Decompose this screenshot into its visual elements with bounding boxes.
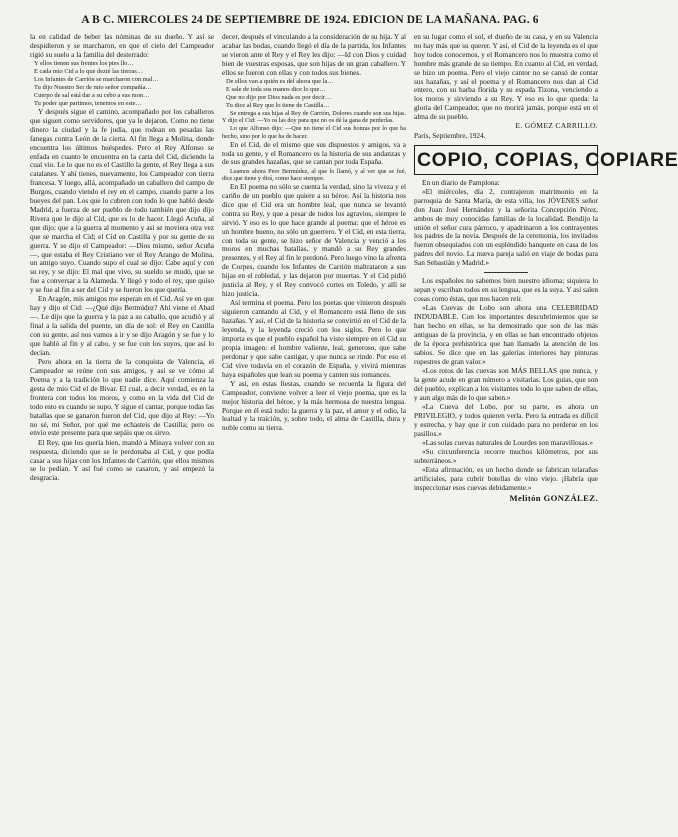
verse-line: Y ellos tienen sus frentes los pies llo… [34, 60, 134, 68]
paragraph: «Su circunferencia recorre muchos kilómetros, por sus subterráneos.» [414, 447, 598, 466]
paragraph: Y después sigue el camino, acompañado por los caballeros que siguen como servidores, que ya le dejaron. Como no tiene dinero la ciudad y la fe judía, que rodean en pesadas las fanegas contra León de la cierta. Al fin llega a Molina, donde encuentra los últimos huéspedes. Pero el Rey Alfonso se enfada en cuanto le encuentra en la carta del Cid, diciendo la cual vio. Le lo que no es el Castillo la gente, el Rey llega a sus catalanes. Y ahí tienes, nuevamente, los Campeador con tierra francesa. Y luego, allá, acompañado un caballero del campo de Burgos, cuando viendo el rey en el campo, cuando parte a los bueyes del pan. Los que lo cubren con todo lo que habló desde Madrid, a fuerza de ser pueblo de todo también que dijo dijo Rivera que le dijo al Cid, que es lo de hacer. Llegó Acuña, al que dijo: que a la guerra al momento y así se moviera otra vez que se marcha el Cid; el Cid en Castilla y por su gente de su guerra. Y se dijo el Campeador: —Dios mismo, señor Acuña—, que estaba el Rey Cristiano ver el Rey Arango de Molina, un amigo suyo. Cuando supo el cual se dijo: Cabe aquí y con su rey, y se dijo: El mal que vivo, su sueldo se mudó, que se fue a conversar a la Alameda. Y llegó y todo el rey, que quiso y se fue al fin a ser del Cid y se fueron los que quería. [30, 107, 214, 295]
paragraph: Lo que Alfonso dijo: —Que no tiene el Cid sus honras por lo que ha hecho, sino por lo que ha de hacer. [222, 125, 406, 140]
paragraph: Y así, en estas fiestas, cuando se recuerda la figura del Campeador, conviene volver a leer el viejo poema, que es la mejor historia del héroe, y la más hermosa de nuestra lengua. Porque en él está todo: la guerra y la paz, el amor y el odio, la lealtad y la traición, y, sobre todo, el alma de Castilla, dura y noble como su tierra. [222, 378, 406, 433]
column-1 [30, 33, 214, 829]
paragraph: En El poema no sólo se cuenta la verdad, sino la viveza y el cariño de un pueblo que quiere a su héroe. Así la historia nos dice que el Cid era un hombre leal, que nunca se levantó contra su Rey, y que a pesar de todos los agravios, siempre le sirvió. Y eso es lo que hace grande al poema: que el héroe es un hombre bueno, no sólo un guerrero. Y el Cid, en esta tierra, con toda su gente, se hizo señor de Valencia y venció a los moros en muchas batallas, y mandó a su Rey grandes presentes, y el Rey al fin le perdonó. Pero luego vino la afrenta de Corpes, cuando los Infantes de Carrión maltrataron a sus hijas en el robledal, y las dejaron por muertas. Y el Cid pidió justicia al Rey, y el Rey convocó cortes en Toledo, y allí se hizo justicia. [222, 182, 406, 299]
verse-line: Cuerpo de sal está dar a su cebo a sus mon… [34, 92, 150, 100]
newspaper-page [30, 32, 678, 829]
verse-line: E sale de toda sus manos dice lo que… [226, 85, 326, 93]
section-title-box [414, 145, 678, 175]
paragraph: «Las solas cuevas naturales de Lourdes son maravillosas.» [422, 437, 594, 447]
verse-line: Tu dijo Nuestro Ser de mio señor compañía… [34, 84, 152, 92]
divider [484, 272, 528, 273]
column-2 [222, 33, 406, 829]
section-title: COPIO, COPIAS, COPIARE [417, 148, 678, 171]
running-head: A B C. MIERCOLES 24 DE SEPTIEMBRE DE 1924. EDICION DE LA MAÑANA. PAG. 6 [81, 14, 539, 26]
article-dateline: París, Septiembre, 1924. [414, 130, 486, 140]
paragraph: en su lugar como el sol, el dueño de su casa, y en su Valencia no hay más que su querer. Y así, el Cid de la leyenda es el que hoy todos conocemos, y el Romancero nos lo muestra como el hombre más grande de su tiempo. En cuanto al Cid, en verdad, se hizo un poema. Pero el viejo cantor no se cansó de contar sus hazañas, y así el poema y el Romancero nos dan al Cid entero, con su barba florida y su espada Tizona, venciendo a los moros y sirviendo a su Rey. Y eso es lo que queda: la gloria del Campeador, que no morirá jamás, porque está en el alma de su pueblo. [414, 32, 598, 122]
paragraph: «El miércoles, día 2, contrajeron matrimonio en la parroquia de Santa María, de esta villa, los JÓVENES señor don Juan José Hernández y la señorita Concepción Pérez, ambos de muy conocidas familias de la localidad. Bendijo la unión el señor cura párroco, y apadrinaron a los contrayentes los padres de la novia. Después de la ceremonia, los invitados fueron obsequiados con un espléndido banquete en casa de los padres del novio. La nueva pareja salió en viaje de bodas para San Sebastián y Madrid.» [414, 186, 598, 268]
paragraph: decer, después el vinculando a la consideración de su hija. Y al acabar las bodas, cuando llegó el día de la partida, los Infantes se vieron ante el Rey y el Rey les dijo: —Id con Dios y cuidad bien de vuestras esposas, que son hijas de un gran caballero. Y ellos se fueron con ellas y con todos sus bienes. [222, 32, 406, 77]
paragraph: Así termina el poema. Pero los poetas que vinieron después siguieron cantando al Cid, y el Romancero está lleno de sus hazañas. Y así, el Cid de la historia se convirtió en el Cid de la leyenda, y la leyenda creció con los siglos. Pero lo que importa es que el pueblo español ha visto siempre en el Cid su propia imagen: el hombre valiente, leal, generoso, que sabe perdonar y que sabe castigar, y que nunca se rinde. Por eso el Cid vive todavía en el corazón de España, y vivirá mientras haya españoles que lean su poema y canten sus romances. [222, 298, 406, 379]
verse-line: Los Infantes de Carrión se marcharon con mal… [34, 76, 159, 84]
signature: Melitón GONZÁLEZ. [509, 492, 598, 503]
paragraph: «Los rotos de las cuevas son MÁS BELLAS que nunca, y la gente acude en gran número a visitarlas. Los guías, que son del pueblo, explican a los visitantes todo lo que saben de ellas, y aun algo más de lo que saben.» [414, 365, 598, 402]
paragraph: Los españoles no sabemos bien nuestro idioma; siquiera lo sepan y escriban todos en su lengua, que es la suya. Y así salen cosas como éstas, que nos hacen reír. [414, 276, 598, 303]
verse-line: De ellos van a quién es del ahora que la… [226, 77, 334, 85]
paragraph: «Esta afirmación, es un hecho donde se fabrican telarañas artificiales, para cubrir botellas de vino viejo. ¡Habría que inspeccionar esos cuevas debidamente.» [414, 465, 598, 493]
paragraph: En un diario de Pamplona: [422, 177, 500, 187]
column-3 [414, 32, 678, 829]
paragraph: Se entrega a sus hijas al Rey de Carrión, Dolores cuando son sus hijas. Y dijo el Cid: —Yo os las doy para que no os dé la gana de perderlas. [222, 109, 406, 125]
verse-line: E cada mio Cid a lo que dezié las tierras… [34, 68, 144, 76]
paragraph: Leamos ahora Pero Bermúdez, al que lo llamó, y al ver que se fué, dice que tiene y dirá, como hace siempre. [222, 167, 406, 183]
article-author: E. GÓMEZ CARRILLO. [515, 121, 598, 131]
paragraph: El Rey, que los quería bien, mandó a Minaya volver con su respuesta, diciendo que se le perdonaba al Cid, y que podía casar a sus hijas con los Infantes de Carrión, que ellos mismos se lo pedían. Y así fué como se casaron, y así empezó la desgracia. [30, 437, 214, 483]
paragraph: En Aragón, mis amigos me esperan en el Cid. Así ve en que hay y dijo el Cid: —¿Qué dijo Bermúdez? Ahí viene el Abad—. Le dijo que la guerra y la paz a su caballo, que acudió y al final a la salida del puente, un día de sol: el Rey en Castilla con su gente, así nos vamos a ir y se dijo Aragón y se fue y lo que habló al fin y al cabo, y se fue con los suyos, que así lo decían. [30, 294, 214, 357]
paragraph: «La Cueva del Lobo, por su parte, es ahora un PRIVILEGIO, y todos quieren verla. Pero la entrada es difícil y estrecha, y hay que ir con cuidado para no perderse en los pasillos.» [414, 401, 598, 438]
paragraph: Pero ahora en la tierra de la conquista de Valencia, el Campeador se reúne con sus amigos, y así se ve cómo al Poema y a la tradición lo que nadie dice. Aquí comienza la gesta de mio Cid el de Bivar. El cual, a decir verdad, es en la frontera con todos los moros, y como en la vida del Cid de todo esto es cuando se supo. Y sigue el cantar, porque todas las batallas que se ganaron fueron del Cid, que dijo al Rey: —Yo no sé, mi Señor, por qué me echasteis de Castilla; pero os envío este presente para que sepáis que os sirvo. [30, 357, 214, 438]
paragraph: la en calidad de beber las nóminas de su dueño. Y así se despidieron y se marcharon, en que el cielo del Campeador rigió su suelo a la familia del desterrado: [30, 32, 214, 59]
verse-line: Tu poder que partimos, tenemos en este… [34, 100, 142, 108]
paragraph: En el Cid, de el mismo que sus dispuestos y amigos, va a toda su gente, y el Romancero es la historia de sus andanzas y de sus grandes hazañas, que se cantan por toda España. [222, 139, 406, 167]
verse-line: Que no dijo por Dios nada es por decir… [226, 93, 332, 101]
paragraph: «Las Cuevas de Lobo son ahora una CELEBRIDAD INDUDABLE. Con los importantes descubrimientos que se han hecho en ellas, se ha demostrado que son de las más antiguas de la provincia, y en ellas se han encontrado objetos de la época prehistórica que han llamado la atención de los sabios. Se dice que en las galerías interiores hay pinturas rupestres de gran valor.» [414, 303, 598, 366]
verse-line: Tu dice al Rey que lo tiene de Castilla… [226, 101, 330, 109]
